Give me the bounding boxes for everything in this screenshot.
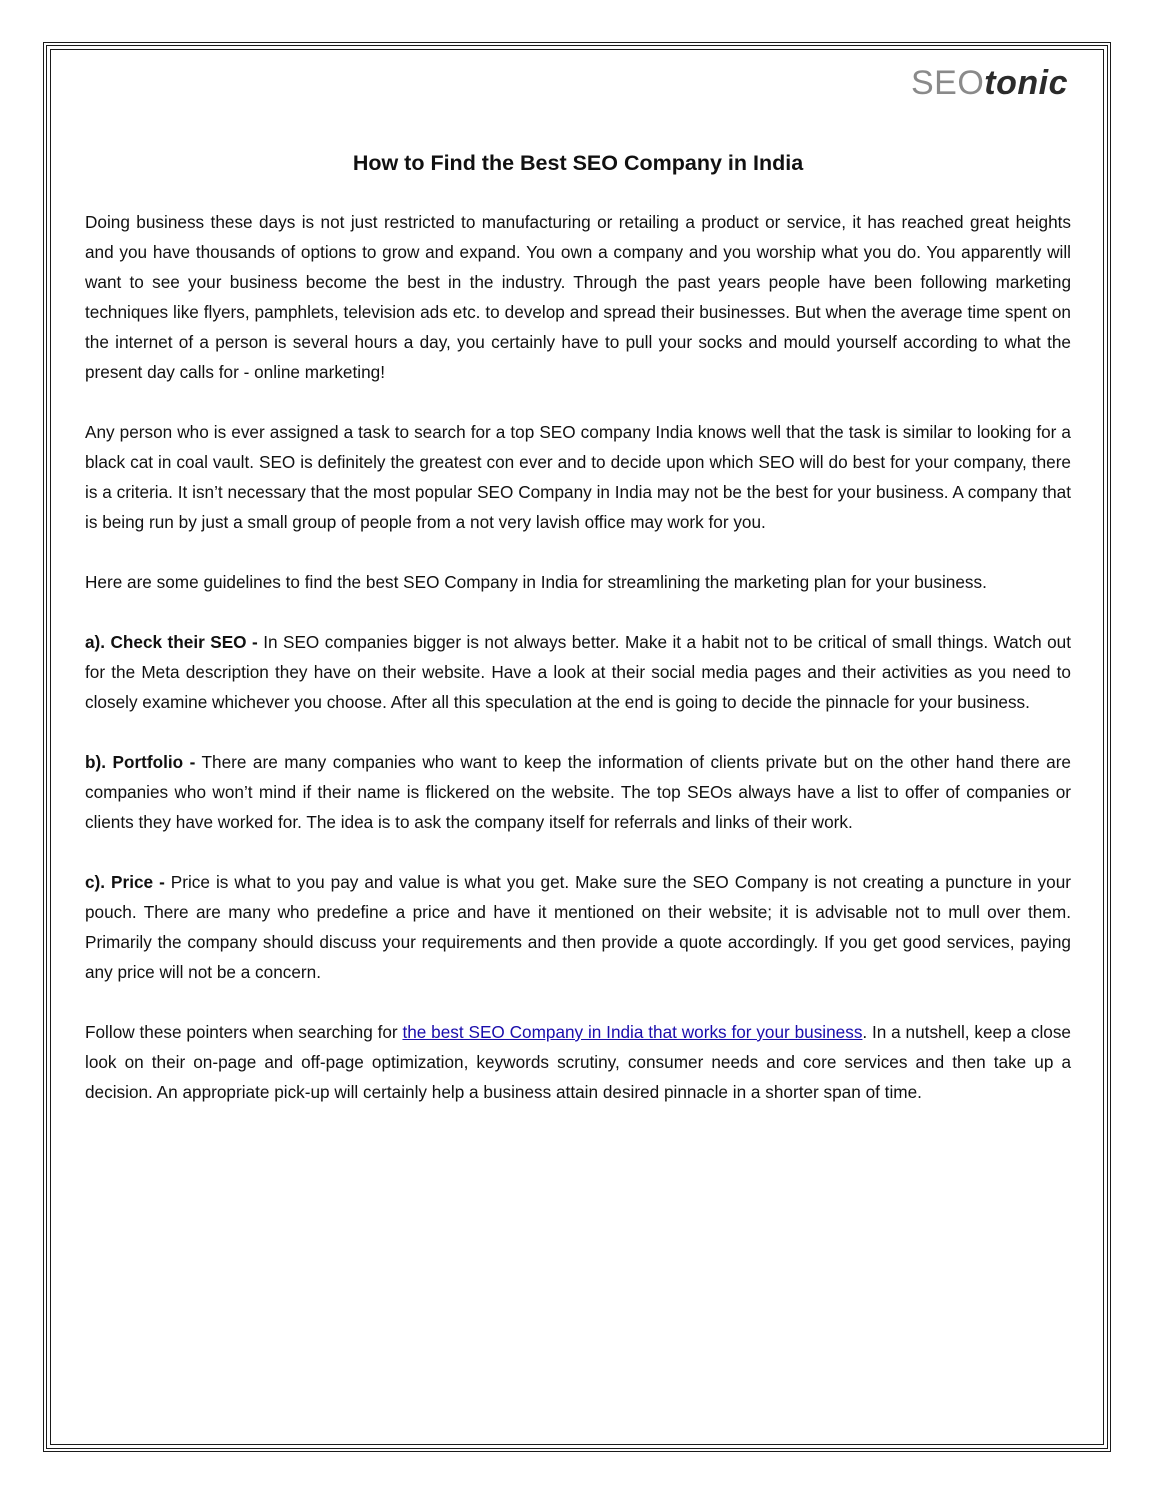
intro-paragraph-2: Any person who is ever assigned a task to search for a top SEO company India knows well that the task is similar to looking for a black cat in coal vault. SEO is definitely the greatest con ever and to decide upon which SEO will do best for your company, there is a criteria. It isn’t necessary that the most popular SEO Company in India may not be the best for your business. A company that is being run by just a small group of people from a not very lavish office may work for you. bbox=[85, 421, 1071, 532]
point-price bbox=[85, 867, 1071, 987]
point-check-seo-text: In SEO companies bigger is not always better. Make it a habit not to be critical of small things. Watch out for the Meta description they have on their website. Have a look at their social media pages and their activities as you need to closely examine whichever you choose. After all this speculation at the end is going to decide the pinnacle for your business. bbox=[85, 631, 1071, 712]
point-portfolio-heading: b). Portfolio - bbox=[85, 751, 196, 772]
point-portfolio bbox=[85, 747, 1071, 837]
conclusion-after-link: . In a nutshell, keep a close look on their on-page and off-page optimization, keywords scrutiny, consumer needs and core services and then take up a decision. An appropriate pick-up will certainly help a business attain desired pinnacle in a shorter span of time. bbox=[85, 1021, 1071, 1102]
logo-tonic-text: tonic bbox=[984, 64, 1068, 102]
document-title: How to Find the Best SEO Company in India bbox=[352, 151, 804, 175]
point-portfolio-text: There are many companies who want to keep the information of clients private but on the other hand there are companies who won’t mind if their name is flickered on the website. The top SEOs always have a list to offer of companies or clients they have worked for. The idea is to ask the company itself for referrals and links of their work. bbox=[85, 751, 1071, 832]
point-price-heading: c). Price - bbox=[85, 871, 165, 892]
intro-paragraph-1: Doing business these days is not just restricted to manufacturing or retailing a product or service, it has reached great heights and you have thousands of options to grow and expand. You own a company and you worship what you do. You apparently will want to see your business become the best in the industry. Through the past years people have been following marketing techniques like flyers, pamphlets, television ads etc. to develop and spread their businesses. But when the average time spent on the internet of a person is several hours a day, you certainly have to pull your socks and mould yourself according to what the present day calls for - online marketing! bbox=[85, 211, 1071, 382]
conclusion-before-link: Follow these pointers when searching for bbox=[85, 1021, 403, 1042]
point-check-seo-heading: a). Check their SEO - bbox=[85, 631, 258, 652]
seotonic-logo bbox=[911, 66, 1068, 100]
logo-seo-text: SEO bbox=[910, 64, 985, 102]
point-check-seo bbox=[85, 627, 1071, 717]
conclusion-paragraph bbox=[85, 1017, 1071, 1107]
guidelines-intro-paragraph: Here are some guidelines to find the best SEO Company in India for streamlining the marketing plan for your business. bbox=[85, 571, 987, 592]
best-seo-company-link[interactable]: the best SEO Company in India that works for your business bbox=[402, 1021, 863, 1042]
point-price-text: Price is what to you pay and value is what you get. Make sure the SEO Company is not creating a puncture in your pouch. There are many who predefine a price and have it mentioned on their website; it is advisable not to mull over them. Primarily the company should discuss your requirements and then provide a quote accordingly. If you get good services, paying any price will not be a concern. bbox=[85, 871, 1071, 982]
document-body bbox=[85, 150, 1071, 1137]
